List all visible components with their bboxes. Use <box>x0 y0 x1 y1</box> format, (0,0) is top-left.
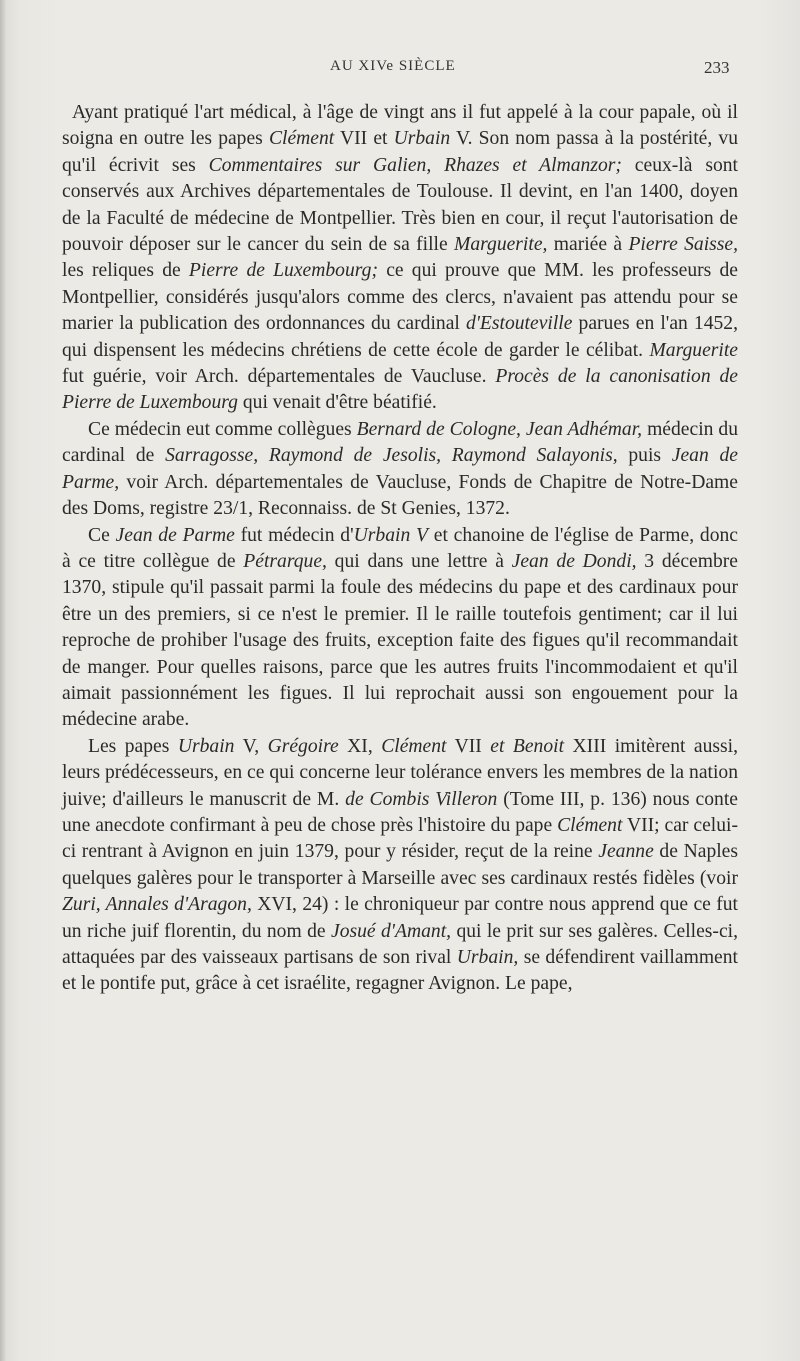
text-run: puis <box>617 445 672 467</box>
text-run: XVI, 24) : le chroniqueur par contre nous apprend que ce fut un riche juif florentin, du nom de <box>62 894 738 942</box>
italic-text-run: et Benoit <box>490 735 565 757</box>
text-run: ce qui prouve que MM. les professeurs de Montpellier, considérés jusqu'alors comme des clercs, n'avaient pas attendu pour se marier la publication des ordonnances du cardinal <box>62 260 739 335</box>
paragraph <box>62 100 738 417</box>
text-run: XI, <box>338 735 382 757</box>
text-run: voir Arch. départementales de Vaucluse, Fonds de Chapitre de Notre-Dame des Doms, registre 23/1, Reconnaiss. de St Genies, 1372. <box>62 471 738 520</box>
text-run: se défendirent vaillamment et le pontife put, grâce à cet israélite, regagner Avignon. Le pape, <box>62 947 738 995</box>
text-run: mariée à <box>547 234 629 256</box>
paragraph <box>62 734 738 998</box>
running-head: AU XIVe SIÈCLE <box>330 58 456 74</box>
page-binding-edge <box>0 0 6 1361</box>
text-run: fut médecin d' <box>234 524 354 546</box>
italic-text-run: Procès de la canonisation de Pierre de Luxembourg <box>62 366 738 414</box>
body-text <box>62 100 738 998</box>
italic-text-run: Urbain <box>393 128 451 150</box>
italic-text-run: Grégoire <box>267 735 339 757</box>
italic-text-run: Commentaires sur Galien, Rhazes et Almanzor; <box>208 154 622 176</box>
italic-text-run: Bernard de Cologne, Jean Adhémar, <box>356 418 643 440</box>
paragraph <box>62 523 738 734</box>
text-run: qui dans une lettre à <box>326 550 512 572</box>
italic-text-run: Clément <box>381 735 447 757</box>
text-run: et chanoine de l'église de Parme, donc à ce titre collègue de <box>62 524 738 572</box>
text-run: V, <box>234 735 268 757</box>
text-run: Ayant pratiqué l'art médical, à l'âge de vingt ans il fut appelé à la cour papale, où il soigna en outre les papes <box>62 102 738 150</box>
italic-text-run: Josué d'Amant, <box>331 920 452 942</box>
italic-text-run: Pierre de Luxembourg; <box>188 260 378 282</box>
page-header <box>0 58 800 82</box>
italic-text-run: Zuri, Annales d'Aragon, <box>62 894 252 916</box>
italic-text-run: Pierre Saisse, <box>628 234 738 256</box>
italic-text-run: Marguerite, <box>454 234 548 256</box>
text-run: qui le prit sur ses galères. Celles-ci, attaquées par des vaisseaux partisans de son rival <box>62 920 738 968</box>
text-run: ceux-là sont conservés aux Archives départementales de Toulouse. Il devint, en l'an 1400, doyen de la Faculté de médecine de Montpellier. Très bien en cour, il reçut l'autorisation de pouvoir déposer sur le cancer du sein de sa fille <box>62 154 738 256</box>
text-run: Ce médecin eut comme collègues <box>88 418 357 440</box>
italic-text-run: Clément <box>557 814 623 836</box>
italic-text-run: d'Estouteville <box>465 313 573 335</box>
italic-text-run: Jean de Dondi, <box>511 550 637 572</box>
text-run: XIII imitèrent aussi, leurs prédécesseurs, en ce qui concerne leur tolérance envers les membres de la nation juive; d'ailleurs le manuscrit de M. <box>62 735 738 810</box>
text-run: qui venait d'être béatifié. <box>237 392 437 414</box>
italic-text-run: Clément <box>268 128 335 150</box>
paragraph <box>62 417 738 523</box>
text-run: fut guérie, voir Arch. départementales de Vaucluse. <box>62 366 496 388</box>
italic-text-run: Marguerite <box>649 339 738 361</box>
italic-text-run: Urbain <box>177 735 235 757</box>
italic-text-run: Urbain V <box>353 524 428 546</box>
text-run: VII; car celui-ci rentrant à Avignon en juin 1379, pour y résider, reçut de la reine <box>62 814 738 863</box>
text-run: VII et <box>334 128 394 150</box>
page-number: 233 <box>704 58 730 77</box>
text-run: médecin du cardinal de <box>62 418 739 467</box>
text-run: (Tome III, p. 136) nous conte une anecdote confirmant à peu de chose près l'histoire du pape <box>62 788 738 836</box>
text-run: de Naples quelques galères pour le transporter à Marseille avec ses cardinaux restés fidèles (voir <box>62 841 739 889</box>
italic-text-run: Urbain, <box>456 947 519 968</box>
text-run: Les papes <box>88 735 178 757</box>
text-run: Ce <box>88 524 116 546</box>
text-run: 3 décembre 1370, stipule qu'il passait parmi la foule des médecins du pape et des cardinaux pour être un des premiers, si ce n'est le premier. Il le raille toutefois gentiment; car il lui reproche de prohiber l'usage des fruits, exception faite des figues qu'il recommandait de manger. Pour quelles raisons, parce que les autres fruits l'incommodaient et qu'il aimait passionnément les figues. Il lui reprochait aussi son engouement pour la médecine arabe. <box>62 550 738 731</box>
italic-text-run: Jean de Parme, <box>62 445 738 493</box>
italic-text-run: Jeanne <box>598 841 654 863</box>
text-run: les reliques de <box>62 260 189 282</box>
italic-text-run: Pétrarque, <box>243 550 327 572</box>
text-run: VII <box>446 735 491 757</box>
italic-text-run: Jean de Parme <box>115 524 235 546</box>
italic-text-run: Sarragosse, Raymond de Jesolis, Raymond Salayonis, <box>165 445 618 467</box>
text-run: parues en l'an 1452, qui dispensent les médecins chrétiens de cette école de garder le célibat. <box>62 313 738 361</box>
italic-text-run: de Combis Villeron <box>345 788 498 810</box>
text-run: V. Son nom passa à la postérité, vu qu'il écrivit ses <box>62 128 738 176</box>
